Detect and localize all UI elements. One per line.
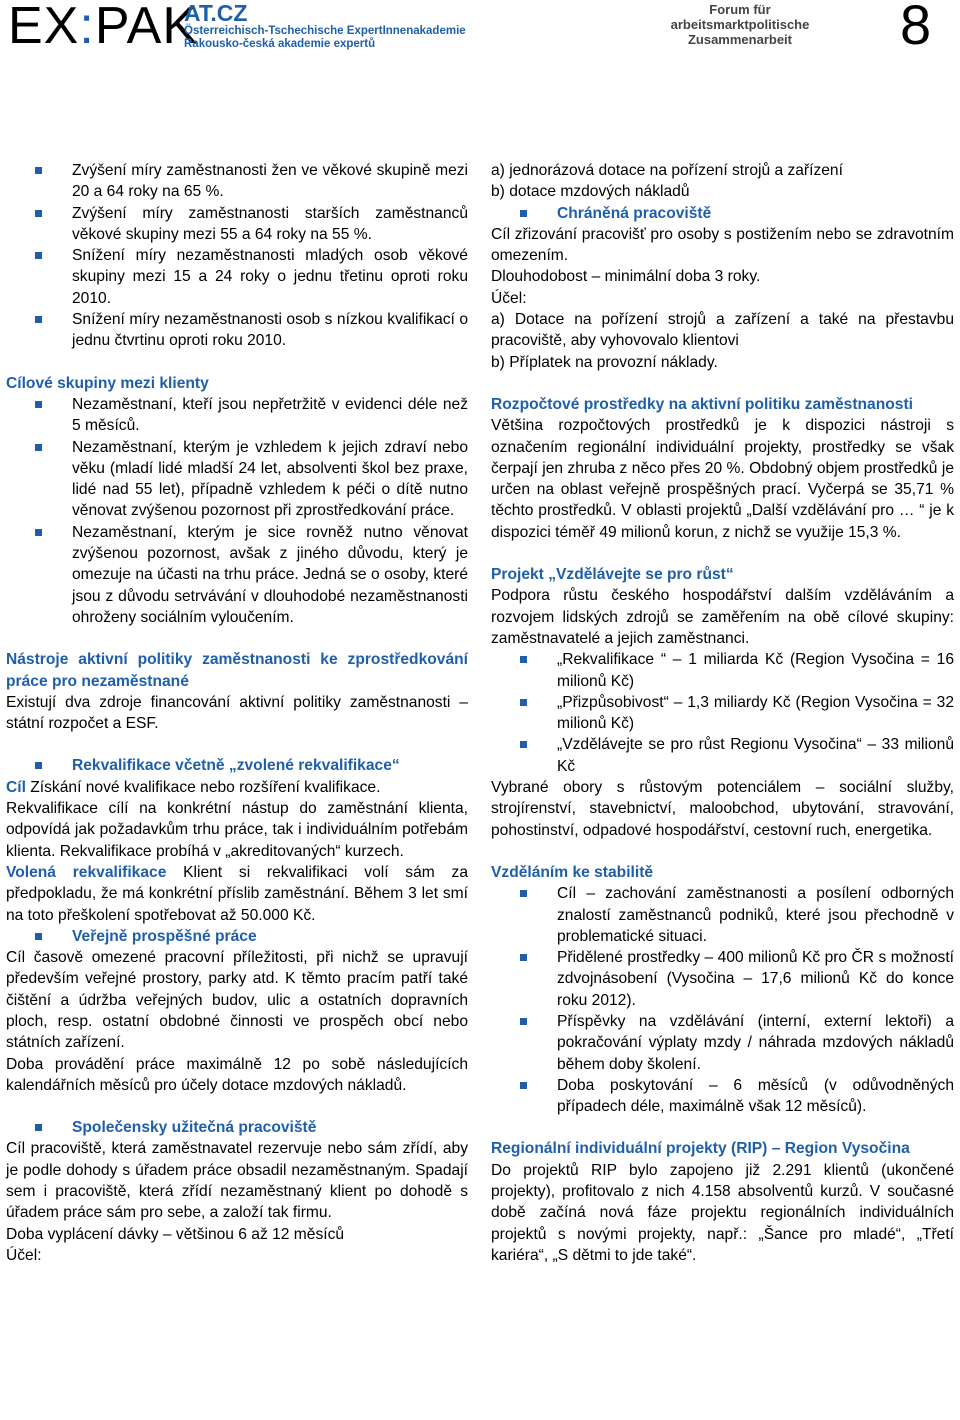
stability-item: Cíl – zachování zaměstnanosti a posílení odborných znalostí zaměstnanců podniků, které jsou přechodně v problematické situaci.: [491, 883, 954, 947]
project-item: „Přizpůsobivost“ – 1,3 miliardy Kč (Region Vysočina = 32 milionů Kč): [491, 692, 954, 735]
academy-name-cz: Rakousko-česká akademie expertů: [184, 38, 376, 50]
suz-text: Cíl pracoviště, která zaměstnavatel rezervuje nebo sám zřídí, aby je podle dohody s úřadem práce obsadil nezaměstnaným. Spadají sem i pracoviště, která zřídí nezaměstnaný klient po dohodě s úřadem práce sám pro sebe, a založí tak firmu.: [6, 1140, 468, 1222]
rip-heading: Regionální individuální projekty (RIP) – Region Vysočina: [491, 1140, 910, 1158]
target-item: Nezaměstnaní, kteří jsou nepřetržitě v evidenci déle než 5 měsíců.: [6, 394, 468, 437]
page-number: 8: [900, 0, 932, 56]
stability-item: Doba poskytování – 6 měsíců (v odůvodněných případech déle, maximálně však 12 měsíců).: [491, 1075, 954, 1118]
budget-text: Většina rozpočtových prostředků je k dispozici nástroji s označením regionální individuální projekty, prostředky se však čerpají jen zhruba z něco přes 20 %. Obdobný objem prostředků je určen na oblast veřejně prospěšných prací. Vyčerpá se 35,71 % těchto prostředků. V oblasti projektů „Další vzdělávání pro … “ je k dispozici téměř 49 milionů korun, z nichž se využije 15,3 %.: [491, 417, 954, 541]
project-item: „Rekvalifikace “ – 1 miliarda Kč (Region Vysočina = 16 milionů Kč): [491, 649, 954, 692]
stability-item: Příspěvky na vzdělávání (interní, externí lektoři) a pokračování výplaty mzdy / náhrada mzdových nákladů během doby školení.: [491, 1011, 954, 1075]
project-text: Podpora růstu českého hospodářství dalším vzděláváním a rozvojem lidských zdrojů se zaměřením na obě cílové skupiny: zaměstnavatelé a jejich zaměstnanci.: [491, 587, 954, 647]
suz-heading: Společensky užitečná pracoviště: [6, 1117, 468, 1138]
target-item: Nezaměstnaní, kterým je vzhledem k jejich zdraví nebo věku (mladí lidé mladší 24 let, absolventi škol bez praxe, lidé nad 55 let), případně vzhledem k péči o dítě nutno věnovat zvýšenou pozornost při zprostředkování práce.: [6, 437, 468, 522]
vpp-heading: Veřejně prospěšné práce: [6, 926, 468, 947]
project-after: Vybrané obory s růstovým potenciálem – sociální služby, strojírenství, stavebnictví, maloobchod, ubytování, stravování, pohostinství, odpadové hospodářství, cestovní ruch, energetika.: [491, 779, 954, 839]
goal-item: Zvýšení míry zaměstnanosti starších zaměstnanců věkové skupiny mezi 55 a 64 roky na 55 %.: [6, 203, 468, 246]
suz-ucel: Účel:: [6, 1246, 42, 1264]
goal-item: Snížení míry nezaměstnanosti mladých osob věkové skupiny mezi 15 a 24 roky o jednu třetinu oproti roku 2010.: [6, 245, 468, 309]
forum-title: Forum für arbeitsmarktpolitische Zusammenarbeit: [670, 2, 810, 47]
chranena-duration: Dlouhodobost – minimální doba 3 roky.: [491, 268, 761, 286]
suz-text-2: Doba vyplácení dávky – většinou 6 až 12 měsíců: [6, 1225, 345, 1243]
budget-heading: Rozpočtové prostředky na aktivní politiku zaměstnanosti: [491, 395, 913, 413]
page-header: [0, 0, 960, 60]
vpp-text: Cíl časově omezené pracovní příležitosti, při nichž se upravují především veřejné prostory, parky atd. K těmto pracím patří také čištění a údržba veřejných budov, ulic a ostatních dopravních ploch, resp. ostatní obdobné činnosti ve prospěch obcí nebo státních zařízení.: [6, 949, 468, 1052]
target-item: Nezaměstnaní, kterým je sice rovněž nutno věnovat zvýšenou pozornost, avšak z jiného důvodu, který je omezuje na účasti na trhu práce. Jedná se o osoby, které jsou z důvodu setrvávání v dlouhodobé nezaměstnanosti ohroženy sociálním vyloučením.: [6, 522, 468, 628]
rip-text: Do projektů RIP bylo zapojeno již 2.291 klientů (ukončené projekty), profitovalo z nich 4.158 absolventů kurzů. V současné době začíná nová fáze projektu regionálních individuálních projektů s novými projekty, např.: „Šance pro mladé“, „Třetí kariéra“, „S dětmi to jde také“.: [491, 1161, 954, 1264]
rekvalifikace-text: Rekvalifikace cílí na konkrétní nástup do zaměstnání klienta, odpovídá jak požadavkům trhu práce, tak i individuálním potřebám klienta. Rekvalifikace probíhá v „akreditovaných“ kurzech.: [6, 800, 468, 860]
stability-item: Přidělené prostředky – 400 milionů Kč pro ČR s možností zdvojnásobení (Vysočina – 17,6 milionů Kč do konce roku 2012).: [491, 947, 954, 1011]
chranena-heading: Chráněná pracoviště: [491, 203, 954, 224]
target-groups-heading: Cílové skupiny mezi klienty: [6, 374, 209, 392]
rekvalifikace-goal: Cíl Získání nové kvalifikace nebo rozšíření kvalifikace.: [6, 778, 381, 796]
stability-heading: Vzděláním ke stabilitě: [491, 863, 654, 881]
right-column: [491, 160, 954, 1266]
chranena-a: a) Dotace na pořízení strojů a zařízení a také na přestavbu pracoviště, aby vyhovovalo klientovi: [491, 311, 954, 350]
expak-logo: EX:PAK: [8, 0, 199, 55]
project-item: „Vzdělávejte se pro růst Regionu Vysočina“ – 33 milionů Kč: [491, 734, 954, 777]
left-column: [6, 160, 468, 1266]
volena-rekvalifikace: Volená rekvalifikace Klient si rekvalifikaci volí sám za předpokladu, že má konkrétní příslib zaměstnání. Během 3 let smí na toto přeškolení spotřebovat až 50.000 Kč.: [6, 863, 468, 924]
rekvalifikace-heading: Rekvalifikace včetně „zvolené rekvalifikace“: [6, 755, 468, 776]
academy-name-de: Österreichisch-Tschechische ExpertInnenakademie: [184, 25, 466, 37]
top-b: b) dotace mzdových nákladů: [491, 183, 690, 201]
chranena-goal: Cíl zřizování pracovišť pro osoby s postižením nebo se zdravotním omezením.: [491, 225, 954, 265]
project-heading: Projekt „Vzdělávejte se pro růst“: [491, 566, 734, 584]
atcz-label: AT.CZ: [184, 0, 248, 26]
chranena-ucel: Účel:: [491, 289, 527, 307]
top-a: a) jednorázová dotace na pořízení strojů a zařízení: [491, 162, 843, 179]
vpp-text-2: Doba provádění práce maximálně 12 po sobě následujících kalendářních měsíců pro účely dotace mzdových nákladů.: [6, 1055, 468, 1094]
goal-item: Snížení míry nezaměstnanosti osob s nízkou kvalifikací o jednu čtvrtinu oproti roku 2010.: [6, 309, 468, 352]
goal-item: Zvýšení míry zaměstnanosti žen ve věkové skupině mezi 20 a 64 roky na 65 %.: [6, 160, 468, 203]
chranena-b: b) Příplatek na provozní náklady.: [491, 353, 718, 371]
tools-heading: Nástroje aktivní politiky zaměstnanosti ke zprostředkování práce pro nezaměstnané: [6, 651, 468, 690]
tools-text: Existují dva zdroje financování aktivní politiky zaměstnanosti – státní rozpočet a ESF.: [6, 693, 468, 733]
